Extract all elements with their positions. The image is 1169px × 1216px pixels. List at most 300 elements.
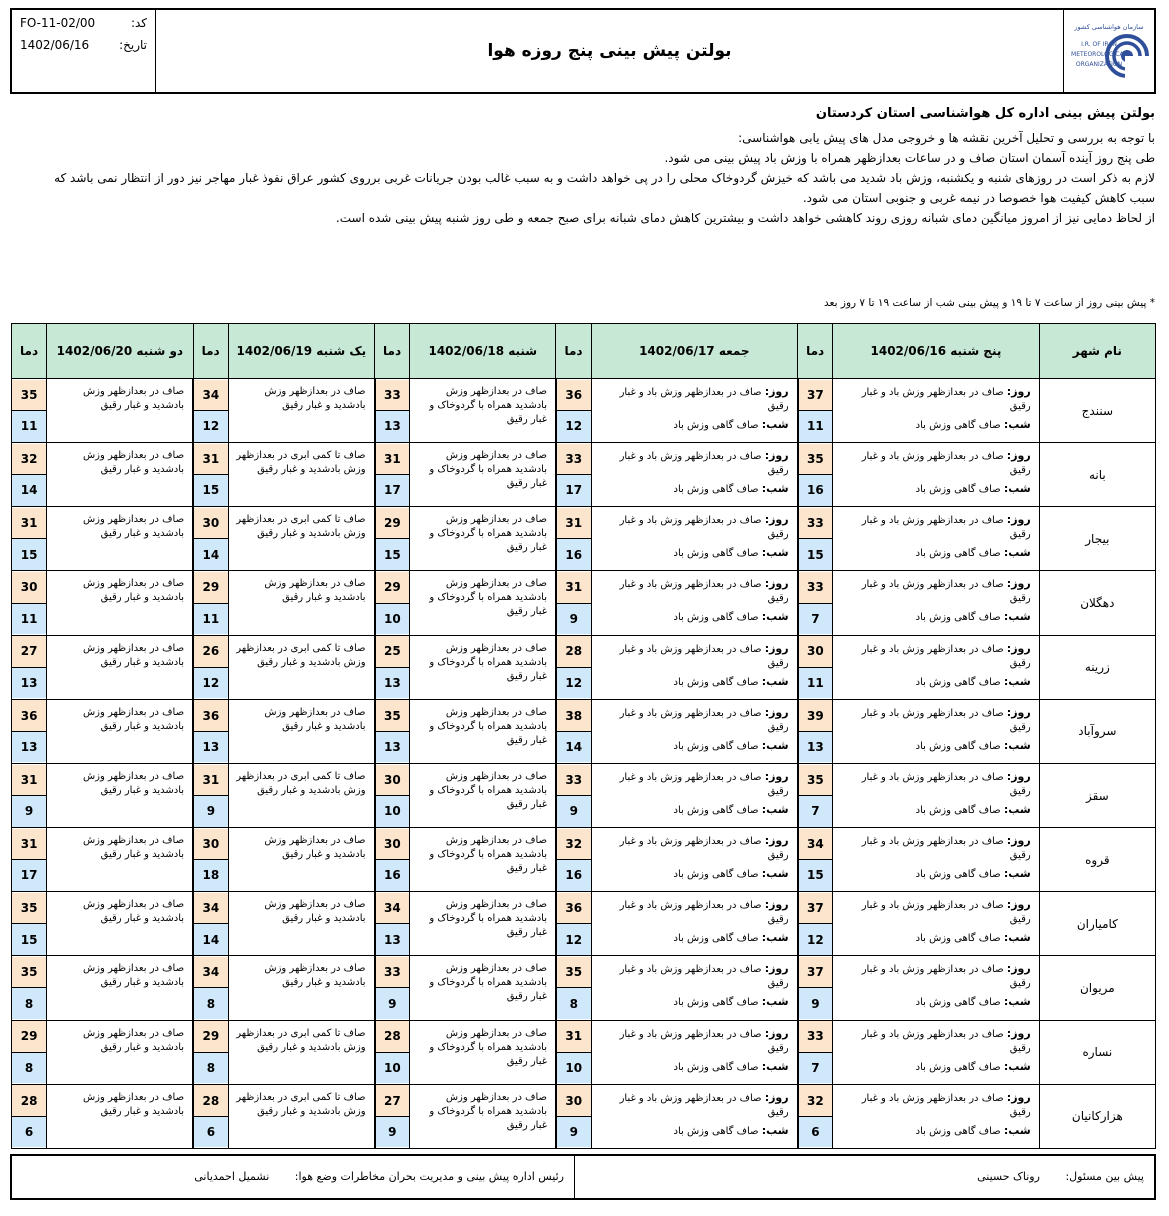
night-text: صاف گاهی وزش باد — [915, 933, 1001, 945]
forecast-text: صاف در بعدازظهر وزش بادشدید همراه با گردوخاک و غبار رقیق — [429, 1091, 547, 1131]
forecast-cell — [47, 1020, 193, 1084]
min-temp: 12 — [557, 668, 591, 699]
temp-cell — [193, 699, 228, 763]
forecast-cell — [591, 1084, 798, 1148]
day-label: روز: — [1006, 1026, 1031, 1040]
min-temp: 13 — [12, 668, 46, 699]
city-name: مریوان — [1039, 956, 1155, 1020]
temp-cell — [12, 956, 47, 1020]
forecast-cell — [228, 763, 374, 827]
forecast-text: صاف تا کمی ابری در بعدازظهر وزش بادشدید و غبار رقیق — [236, 770, 366, 796]
forecast-time-note: * پیش بینی روز از ساعت ۷ تا ۱۹ و پیش بینی شب از ساعت ۱۹ تا ۷ روز بعد — [824, 297, 1155, 309]
max-temp: 30 — [557, 1085, 591, 1117]
table-row — [12, 379, 1156, 443]
forecast-text: صاف تا کمی ابری در بعدازظهر وزش بادشدید و غبار رقیق — [236, 450, 366, 476]
intro-heading: بولتن پیش بینی اداره کل هواشناسی استان کردستان — [815, 106, 1155, 121]
night-text: صاف گاهی وزش باد — [673, 612, 759, 624]
max-temp: 33 — [376, 380, 410, 412]
forecast-cell — [591, 763, 798, 827]
table-header-row — [12, 324, 1156, 379]
day-forecast — [598, 385, 789, 414]
day-text: صاف در بعدازظهر وزش باد و غبار رقیق — [619, 643, 789, 669]
min-temp: 12 — [799, 924, 833, 955]
bulletin-title: بولتن پیش بینی پنج روزه هوا — [487, 41, 732, 61]
forecast-text: صاف در بعدازظهر وزش بادشدید و غبار رقیق — [82, 578, 185, 604]
forecast-text: صاف در بعدازظهر وزش بادشدید و غبار رقیق — [264, 578, 366, 604]
max-temp: 35 — [12, 957, 46, 989]
day-label: روز: — [764, 1026, 789, 1040]
max-temp: 32 — [799, 1085, 833, 1117]
temp-cell — [375, 443, 410, 507]
max-temp: 29 — [194, 1021, 228, 1053]
night-label: شب: — [761, 931, 789, 945]
max-temp: 30 — [799, 636, 833, 668]
day-forecast — [839, 385, 1031, 414]
max-temp: 30 — [194, 508, 228, 540]
min-temp: 12 — [557, 411, 591, 442]
night-label: شب: — [761, 1059, 789, 1073]
forecast-text: صاف تا کمی ابری در بعدازظهر وزش بادشدید و غبار رقیق — [236, 1091, 366, 1117]
temp-cell — [193, 763, 228, 827]
forecast-text: صاف در بعدازظهر وزش بادشدید و غبار رقیق — [82, 899, 185, 925]
night-text: صاف گاهی وزش باد — [915, 612, 1001, 624]
temp-cell — [375, 699, 410, 763]
day-forecast — [598, 577, 789, 606]
forecast-cell — [228, 699, 374, 763]
night-label: شب: — [1003, 482, 1031, 496]
forecast-text: صاف تا کمی ابری در بعدازظهر وزش بادشدید و غبار رقیق — [236, 1027, 366, 1053]
night-label: شب: — [761, 418, 789, 431]
night-forecast — [598, 739, 789, 754]
max-temp: 38 — [557, 700, 591, 732]
temp-cell — [798, 1084, 833, 1148]
forecast-cell — [228, 443, 374, 507]
night-text: صاف گاهی وزش باد — [673, 548, 759, 560]
temp-cell — [375, 1020, 410, 1084]
max-temp: 31 — [557, 508, 591, 540]
max-temp: 28 — [194, 1085, 228, 1117]
day-text: صاف در بعدازظهر وزش باد و غبار رقیق — [861, 836, 1031, 862]
max-temp: 29 — [12, 1021, 46, 1053]
max-temp: 33 — [799, 1021, 833, 1053]
max-temp: 31 — [557, 572, 591, 604]
day-label: روز: — [1006, 898, 1031, 912]
night-text: صاف گاهی وزش باد — [673, 740, 759, 752]
night-text: صاف گاهی وزش باد — [673, 933, 759, 945]
max-temp: 37 — [799, 380, 833, 412]
forecast-cell — [833, 956, 1040, 1020]
forecast-cell — [47, 443, 193, 507]
forecast-text: صاف در بعدازظهر وزش بادشدید و غبار رقیق — [82, 386, 185, 411]
night-label: شب: — [761, 802, 789, 816]
min-temp: 17 — [12, 860, 46, 891]
max-temp: 28 — [376, 1021, 410, 1053]
forecast-cell — [47, 507, 193, 571]
min-temp: 10 — [557, 1053, 591, 1084]
max-temp: 29 — [376, 572, 410, 604]
day-text: صاف در بعدازظهر وزش باد و غبار رقیق — [619, 1028, 789, 1054]
night-text: صاف گاهی وزش باد — [915, 484, 1001, 496]
forecast-text: صاف در بعدازظهر وزش بادشدید و غبار رقیق — [264, 963, 366, 989]
night-label: شب: — [761, 610, 789, 624]
forecast-cell — [410, 763, 556, 827]
city-name: قروه — [1039, 828, 1155, 892]
forecast-cell — [228, 507, 374, 571]
day-label: روز: — [1006, 385, 1031, 398]
temp-cell — [556, 379, 591, 443]
forecast-text: صاف در بعدازظهر وزش بادشدید همراه با گردوخاک و غبار رقیق — [429, 706, 547, 746]
day-forecast — [598, 1091, 789, 1120]
temp-cell — [798, 379, 833, 443]
forecast-text: صاف در بعدازظهر وزش بادشدید و غبار رقیق — [82, 450, 185, 476]
temp-cell — [556, 956, 591, 1020]
forecast-cell — [47, 699, 193, 763]
min-temp: 13 — [799, 732, 833, 763]
temp-cell — [193, 571, 228, 635]
day-forecast — [839, 1027, 1031, 1056]
min-temp: 9 — [557, 796, 591, 827]
chief-name: نشمیل احمدیانی — [194, 1170, 270, 1183]
table-row — [12, 571, 1156, 635]
day-header: شنبه 1402/06/18 — [410, 324, 556, 379]
min-temp: 12 — [194, 411, 228, 442]
code-value: FO-11-02/00 — [20, 16, 96, 30]
forecast-cell — [591, 699, 798, 763]
max-temp: 30 — [376, 765, 410, 797]
night-forecast — [598, 867, 789, 882]
forecast-cell — [47, 1084, 193, 1148]
day-text: صاف در بعدازظهر وزش باد و غبار رقیق — [619, 900, 789, 926]
night-label: شب: — [1003, 610, 1031, 624]
temp-cell — [375, 571, 410, 635]
max-temp: 31 — [194, 765, 228, 797]
min-temp: 12 — [194, 668, 228, 699]
forecast-text: صاف در بعدازظهر وزش بادشدید و غبار رقیق — [264, 899, 366, 925]
night-forecast — [839, 1124, 1031, 1139]
day-forecast — [839, 449, 1031, 478]
city-name: کامیاران — [1039, 892, 1155, 956]
forecast-cell — [410, 379, 556, 443]
day-text: صاف در بعدازظهر وزش باد و غبار رقیق — [619, 515, 789, 541]
temp-cell — [556, 635, 591, 699]
forecast-text: صاف در بعدازظهر وزش بادشدید همراه با گردوخاک و غبار رقیق — [429, 514, 547, 554]
max-temp: 29 — [376, 508, 410, 540]
max-temp: 31 — [12, 508, 46, 540]
forecast-cell — [410, 443, 556, 507]
max-temp: 30 — [376, 829, 410, 861]
night-text: صاف گاهی وزش باد — [673, 676, 759, 688]
min-temp: 6 — [12, 1117, 46, 1148]
day-text: صاف در بعدازظهر وزش باد و غبار رقیق — [861, 1028, 1031, 1054]
forecaster-block — [574, 1156, 1154, 1198]
city-name: سقز — [1039, 763, 1155, 827]
night-forecast — [839, 803, 1031, 818]
svg-text:I.R. OF IRAN: I.R. OF IRAN — [1081, 41, 1117, 48]
temp-cell — [12, 571, 47, 635]
min-temp: 7 — [799, 796, 833, 827]
temp-cell — [556, 1020, 591, 1084]
forecast-cell — [591, 507, 798, 571]
city-name: سروآباد — [1039, 699, 1155, 763]
day-text: صاف در بعدازظهر وزش باد و غبار رقیق — [619, 771, 789, 797]
night-text: صاف گاهی وزش باد — [673, 869, 759, 881]
temp-cell — [375, 1084, 410, 1148]
day-label: روز: — [764, 577, 789, 591]
night-forecast — [839, 418, 1031, 433]
min-temp: 11 — [194, 604, 228, 635]
temp-cell — [798, 635, 833, 699]
day-forecast — [839, 962, 1031, 991]
night-text: صاف گاهی وزش باد — [915, 740, 1001, 752]
min-temp: 16 — [799, 475, 833, 506]
forecast-text: صاف در بعدازظهر وزش بادشدید و غبار رقیق — [264, 835, 366, 861]
min-temp: 13 — [12, 732, 46, 763]
temp-cell — [12, 635, 47, 699]
night-label: شب: — [1003, 867, 1031, 881]
day-text: صاف در بعدازظهر وزش باد و غبار رقیق — [861, 1092, 1031, 1118]
table-row — [12, 507, 1156, 571]
day-text: صاف در بعدازظهر وزش باد و غبار رقیق — [619, 451, 789, 477]
forecast-cell — [410, 1084, 556, 1148]
forecast-cell — [47, 763, 193, 827]
table-row — [12, 1020, 1156, 1084]
temp-cell — [12, 379, 47, 443]
day-text: صاف در بعدازظهر وزش باد و غبار رقیق — [619, 964, 789, 990]
night-label: شب: — [1003, 802, 1031, 816]
max-temp: 27 — [376, 1085, 410, 1117]
temp-cell — [12, 699, 47, 763]
temp-cell — [12, 828, 47, 892]
day-header: جمعه 1402/06/17 — [591, 324, 798, 379]
max-temp: 34 — [194, 957, 228, 989]
max-temp: 36 — [557, 380, 591, 412]
night-text: صاف گاهی وزش باد — [673, 484, 759, 496]
night-forecast — [839, 546, 1031, 561]
max-temp: 37 — [799, 957, 833, 989]
max-temp: 34 — [376, 893, 410, 925]
day-label: روز: — [764, 449, 789, 463]
day-forecast — [839, 706, 1031, 735]
max-temp: 31 — [376, 444, 410, 476]
min-temp: 18 — [194, 860, 228, 891]
day-text: صاف در بعدازظهر وزش باد و غبار رقیق — [619, 707, 789, 733]
forecast-cell — [833, 379, 1040, 443]
night-forecast — [598, 1060, 789, 1075]
forecast-cell — [591, 828, 798, 892]
temp-cell — [375, 379, 410, 443]
night-label: شب: — [761, 674, 789, 688]
temp-cell — [12, 507, 47, 571]
signature-footer — [10, 1154, 1156, 1200]
temp-cell — [556, 763, 591, 827]
night-text: صاف گاهی وزش باد — [915, 676, 1001, 688]
night-forecast — [839, 675, 1031, 690]
temp-cell — [556, 507, 591, 571]
forecast-cell — [591, 571, 798, 635]
forecast-cell — [228, 379, 374, 443]
bulletin-header — [10, 8, 1156, 94]
day-forecast — [598, 770, 789, 799]
temp-cell — [193, 443, 228, 507]
forecast-cell — [833, 507, 1040, 571]
max-temp: 30 — [12, 572, 46, 604]
temp-cell — [556, 828, 591, 892]
day-forecast — [839, 513, 1031, 542]
chief-block — [12, 1156, 574, 1198]
city-name: بیجار — [1039, 507, 1155, 571]
day-text: صاف در بعدازظهر وزش باد و غبار رقیق — [619, 1092, 789, 1118]
night-forecast — [598, 995, 789, 1010]
night-text: صاف گاهی وزش باد — [915, 869, 1001, 881]
night-text: صاف گاهی وزش باد — [915, 548, 1001, 560]
night-text: صاف گاهی وزش باد — [915, 997, 1001, 1009]
forecast-cell — [591, 1020, 798, 1084]
temp-cell — [12, 1020, 47, 1084]
night-forecast — [839, 482, 1031, 497]
forecast-cell — [410, 892, 556, 956]
forecast-cell — [591, 443, 798, 507]
max-temp: 35 — [12, 380, 46, 412]
city-header: نام شهر — [1039, 324, 1155, 379]
night-label: شب: — [1003, 1059, 1031, 1073]
min-temp: 15 — [12, 539, 46, 570]
min-temp: 13 — [376, 411, 410, 442]
temp-header: دما — [12, 324, 47, 379]
forecast-cell — [833, 763, 1040, 827]
min-temp: 9 — [557, 1117, 591, 1148]
forecast-text: صاف در بعدازظهر وزش بادشدید و غبار رقیق — [82, 706, 185, 732]
day-forecast — [598, 834, 789, 863]
svg-text:ORGANIZATION: ORGANIZATION — [1075, 61, 1123, 68]
code-date-box — [12, 10, 156, 92]
min-temp: 16 — [557, 860, 591, 891]
forecast-cell — [833, 571, 1040, 635]
max-temp: 37 — [799, 893, 833, 925]
night-forecast — [598, 803, 789, 818]
day-header: دو شنبه 1402/06/20 — [47, 324, 193, 379]
max-temp: 36 — [194, 700, 228, 732]
date-value: 1402/06/16 — [20, 38, 90, 52]
max-temp: 33 — [799, 572, 833, 604]
temp-cell — [193, 1084, 228, 1148]
min-temp: 13 — [376, 924, 410, 955]
night-forecast — [598, 675, 789, 690]
forecast-cell — [833, 828, 1040, 892]
temp-cell — [375, 956, 410, 1020]
night-text: صاف گاهی وزش باد — [915, 1061, 1001, 1073]
day-text: صاف در بعدازظهر وزش باد و غبار رقیق — [619, 836, 789, 862]
table-row — [12, 828, 1156, 892]
max-temp: 31 — [12, 765, 46, 797]
max-temp: 35 — [376, 700, 410, 732]
temp-cell — [798, 892, 833, 956]
forecast-cell — [47, 635, 193, 699]
min-temp: 8 — [12, 988, 46, 1019]
day-label: روز: — [1006, 1090, 1031, 1104]
forecast-text: صاف در بعدازظهر وزش بادشدید و غبار رقیق — [82, 770, 185, 796]
forecast-text: صاف در بعدازظهر وزش بادشدید همراه با گردوخاک و غبار رقیق — [429, 450, 547, 490]
max-temp: 31 — [12, 829, 46, 861]
forecast-text: صاف در بعدازظهر وزش بادشدید همراه با گردوخاک و غبار رقیق — [429, 386, 547, 425]
min-temp: 15 — [799, 860, 833, 891]
day-header: پنج شنبه 1402/06/16 — [833, 324, 1040, 379]
night-label: شب: — [761, 1123, 789, 1137]
temp-cell — [375, 507, 410, 571]
forecast-text: صاف در بعدازظهر وزش بادشدید همراه با گردوخاک و غبار رقیق — [429, 963, 547, 1003]
forecast-cell — [410, 828, 556, 892]
temp-cell — [798, 443, 833, 507]
night-text: صاف گاهی وزش باد — [915, 420, 1001, 431]
forecast-text: صاف تا کمی ابری در بعدازظهر وزش بادشدید و غبار رقیق — [236, 642, 366, 668]
day-label: روز: — [764, 705, 789, 719]
intro-line: از لحاظ دمایی نیز از امروز میانگین دمای شبانه روزی روند کاهشی خواهد داشت و بیشترین کاهش دمای شبانه برای صبح جمعه و طی روز شنبه پیش بینی شده است. — [335, 211, 1155, 225]
max-temp: 33 — [376, 957, 410, 989]
night-forecast — [598, 610, 789, 625]
day-text: صاف در بعدازظهر وزش باد و غبار رقیق — [861, 515, 1031, 541]
max-temp: 39 — [799, 700, 833, 732]
forecast-cell — [833, 1084, 1040, 1148]
temp-cell — [798, 1020, 833, 1084]
night-label: شب: — [761, 546, 789, 560]
day-text: صاف در بعدازظهر وزش باد و غبار رقیق — [861, 771, 1031, 797]
day-text: صاف در بعدازظهر وزش باد و غبار رقیق — [861, 451, 1031, 477]
forecast-cell — [833, 443, 1040, 507]
day-forecast — [839, 898, 1031, 927]
night-forecast — [598, 1124, 789, 1139]
temp-cell — [556, 443, 591, 507]
forecast-cell — [833, 699, 1040, 763]
forecast-text: صاف در بعدازظهر وزش بادشدید همراه با گردوخاک و غبار رقیق — [429, 899, 547, 939]
forecaster-name: روناک حسینی — [977, 1170, 1040, 1183]
table-row — [12, 699, 1156, 763]
svg-text:METEOROLOGICAL: METEOROLOGICAL — [1071, 51, 1127, 58]
forecast-cell — [410, 956, 556, 1020]
max-temp: 33 — [799, 508, 833, 540]
temp-cell — [193, 892, 228, 956]
temp-cell — [375, 828, 410, 892]
min-temp: 15 — [799, 539, 833, 570]
day-text: صاف در بعدازظهر وزش باد و غبار رقیق — [861, 900, 1031, 926]
day-forecast — [598, 449, 789, 478]
temp-cell — [12, 892, 47, 956]
min-temp: 9 — [194, 796, 228, 827]
night-forecast — [598, 546, 789, 561]
night-label: شب: — [1003, 418, 1031, 431]
city-name: دهگلان — [1039, 571, 1155, 635]
max-temp: 34 — [194, 380, 228, 412]
max-temp: 28 — [12, 1085, 46, 1117]
min-temp: 8 — [557, 988, 591, 1019]
min-temp: 9 — [376, 988, 410, 1019]
min-temp: 9 — [799, 988, 833, 1019]
night-text: صاف گاهی وزش باد — [673, 804, 759, 816]
temp-header: دما — [798, 324, 833, 379]
temp-cell — [375, 892, 410, 956]
max-temp: 34 — [799, 829, 833, 861]
forecast-text: صاف در بعدازظهر وزش بادشدید همراه با گردوخاک و غبار رقیق — [429, 1027, 547, 1067]
day-text: صاف در بعدازظهر وزش باد و غبار رقیق — [619, 579, 789, 605]
max-temp: 29 — [194, 572, 228, 604]
day-forecast — [598, 1027, 789, 1056]
temp-cell — [12, 443, 47, 507]
forecast-text: صاف در بعدازظهر وزش بادشدید و غبار رقیق — [82, 514, 185, 540]
night-label: شب: — [761, 482, 789, 496]
min-temp: 9 — [376, 1117, 410, 1148]
intro-line: با توجه به بررسی و تحلیل آخرین نقشه ها و خروجی مدل های پیش یابی هواشناسی: — [738, 131, 1155, 145]
min-temp: 8 — [194, 1053, 228, 1084]
forecast-cell — [410, 1020, 556, 1084]
day-label: روز: — [764, 769, 789, 783]
